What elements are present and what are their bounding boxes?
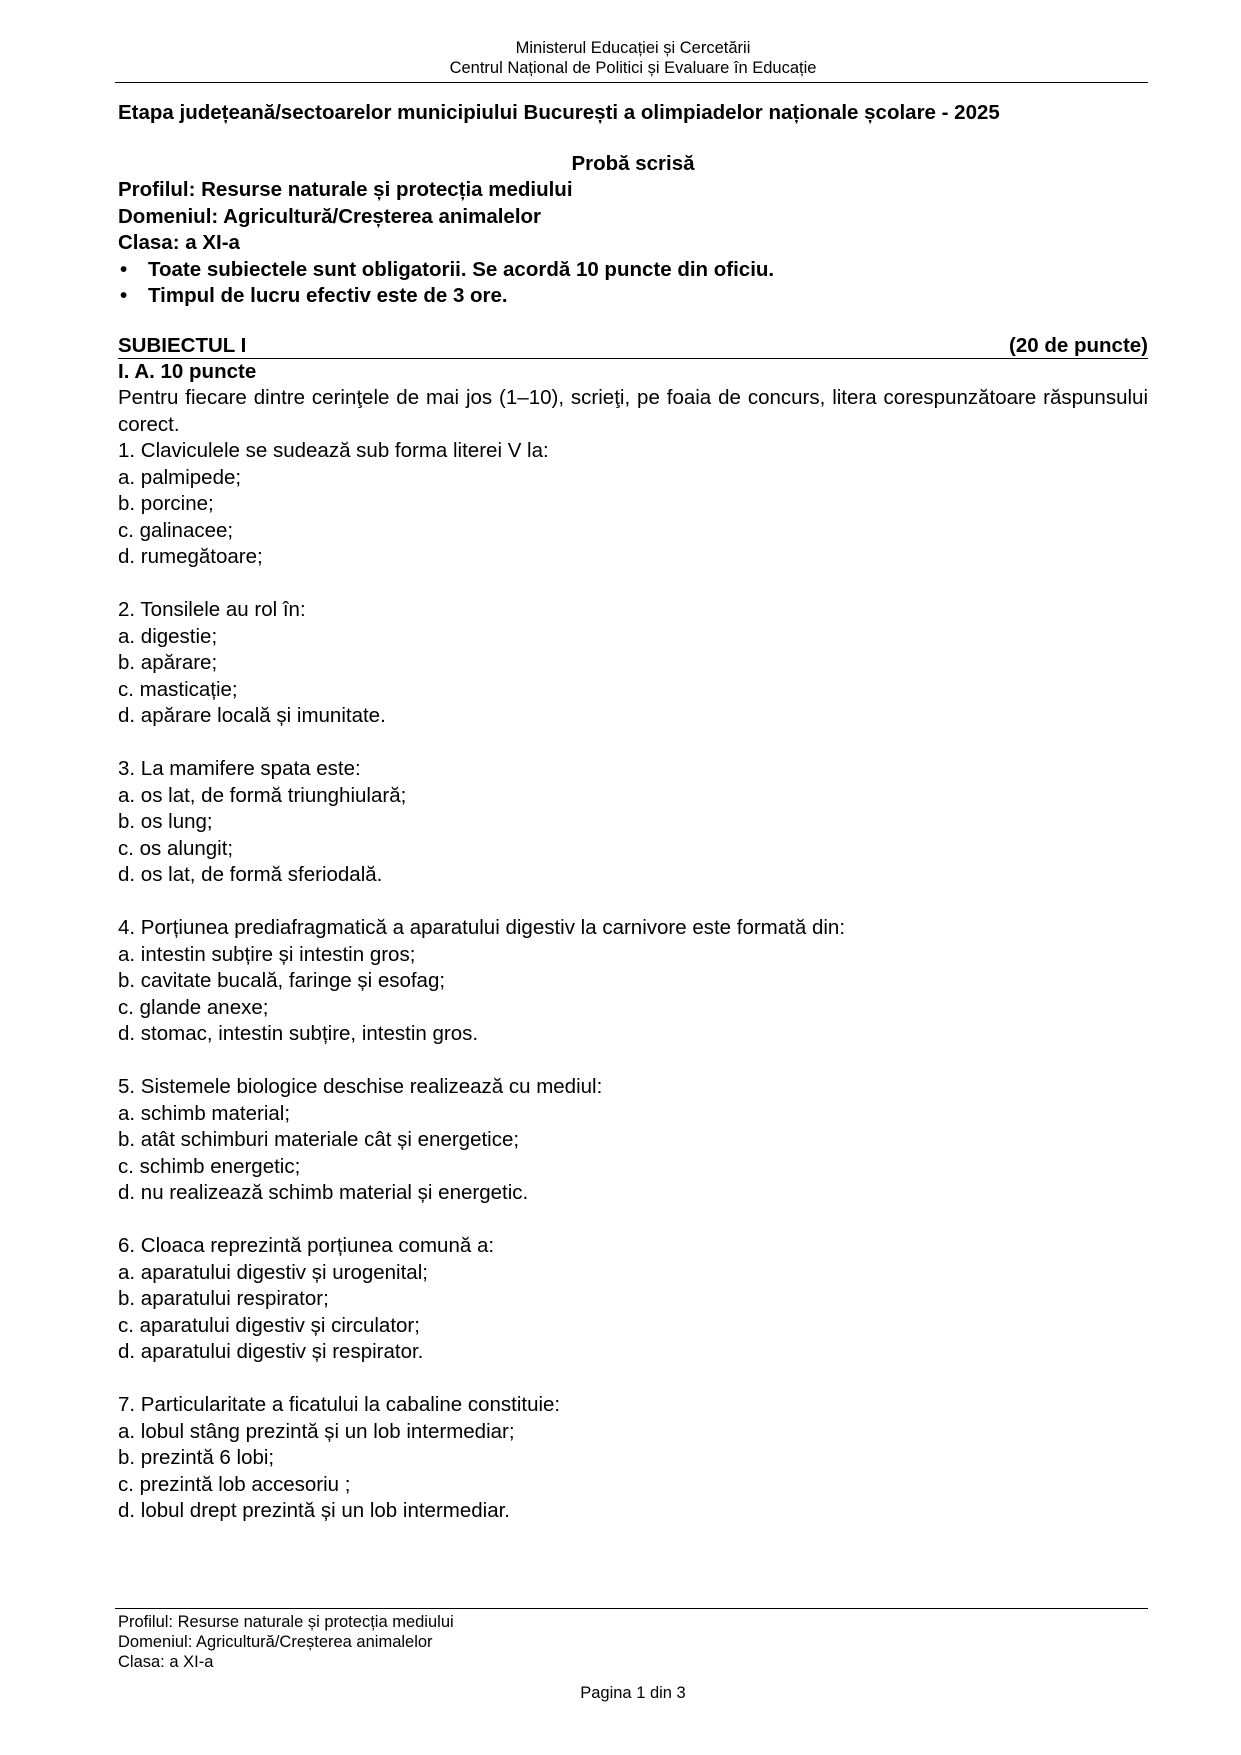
question-text: 2. Tonsilele au rol în: [118,598,306,621]
question-text: 6. Cloaca reprezintă porțiunea comună a: [118,1234,495,1257]
answer-option: a. os lat, de formă triunghiulară; [118,783,407,807]
question-text: 1. Claviculele se sudează sub forma literei V la: [118,439,549,462]
answer-option: a. schimb material; [118,1101,291,1125]
exam-content [118,100,1148,1525]
answer-option: d. aparatului digestiv și respirator. [118,1340,424,1363]
question-item [118,597,1148,730]
answer-option: b. porcine; [118,492,214,515]
subsection-title: I. A. 10 puncte [118,359,257,383]
section-instructions: Pentru fiecare dintre cerinţele de mai jos (1–10), scrieţi, pe foaia de concurs, litera corespunzătoare răspunsului corect. [118,386,1148,436]
rule-item [118,283,1148,310]
answer-option: c. galinacee; [118,518,234,542]
question-item [118,438,1148,571]
bullet-icon: • [120,284,128,307]
question-item [118,756,1148,889]
question-item [118,1233,1148,1366]
answer-option: a. lobul stâng prezintă și un lob intermediar; [118,1419,515,1443]
rule-text: Timpul de lucru efectiv este de 3 ore. [148,284,508,307]
header-divider [115,82,1148,83]
section-points: (20 de puncte) [1009,333,1148,357]
answer-option: b. aparatului respirator; [118,1287,329,1310]
answer-option: b. cavitate bucală, faringe și esofag; [118,969,446,992]
footer-class: Clasa: a XI-a [118,1653,214,1671]
footer-divider [115,1608,1148,1609]
exam-rules [118,257,1148,310]
question-text: 7. Particularitate a ficatului la cabaline constituie: [118,1393,561,1416]
answer-option: b. prezintă 6 lobi; [118,1446,275,1469]
class-line: Clasa: a XI-a [118,231,240,254]
answer-option: c. glande anexe; [118,995,269,1019]
answer-option: b. apărare; [118,651,218,674]
answer-option: c. prezintă lob accesoriu ; [118,1472,351,1496]
ministry-name: Ministerul Educației și Cercetării [515,39,751,57]
footer-profile: Profilul: Resurse naturale și protecția mediului [118,1613,454,1631]
answer-option: c. schimb energetic; [118,1154,301,1178]
answer-option: a. digestie; [118,624,218,648]
answer-option: a. aparatului digestiv și urogenital; [118,1260,428,1284]
center-name: Centrul Național de Politici și Evaluare în Educație [449,59,817,77]
answer-option: d. rumegătoare; [118,545,263,568]
answer-option: d. stomac, intestin subțire, intestin gros. [118,1022,479,1045]
answer-option: d. apărare locală și imunitate. [118,704,386,727]
question-text: 4. Porțiunea prediafragmatică a aparatului digestiv la carnivore este formată din: [118,916,846,939]
domain-line: Domeniul: Agricultură/Creșterea animalelor [118,204,542,228]
question-text: 3. La mamifere spata este: [118,757,361,780]
question-item [118,1392,1148,1525]
answer-option: c. aparatului digestiv și circulator; [118,1313,420,1337]
olympiad-title: Etapa județeană/sectoarelor municipiului București a olimpiadelor naționale școlare - 2025 [118,101,1000,124]
page-number: Pagina 1 din 3 [580,1684,686,1702]
answer-option: c. masticație; [118,677,238,701]
answer-option: b. os lung; [118,810,213,833]
question-item [118,1074,1148,1207]
answer-option: d. lobul drept prezintă și un lob intermediar. [118,1499,511,1522]
rule-item [118,257,1148,284]
answer-option: b. atât schimburi materiale cât și energetice; [118,1128,520,1151]
profile-line: Profilul: Resurse naturale și protecția mediului [118,178,573,201]
question-item [118,915,1148,1048]
question-list [118,438,1148,1525]
answer-option: d. nu realizează schimb material și energetic. [118,1181,529,1204]
exam-type: Probă scrisă [571,151,695,175]
question-text: 5. Sistemele biologice deschise realizează cu mediul: [118,1075,603,1098]
section-title: SUBIECTUL I [118,333,247,357]
page-header [118,38,1148,78]
answer-option: a. intestin subțire și intestin gros; [118,942,416,966]
answer-option: c. os alungit; [118,836,234,860]
rule-text: Toate subiectele sunt obligatorii. Se acordă 10 puncte din oficiu. [148,257,775,281]
answer-option: d. os lat, de formă sferiodală. [118,863,383,886]
answer-option: a. palmipede; [118,465,242,489]
page-footer [118,1612,454,1672]
footer-domain: Domeniul: Agricultură/Creșterea animalelor [118,1633,433,1651]
section-heading [118,334,1148,359]
bullet-icon: • [120,257,128,281]
